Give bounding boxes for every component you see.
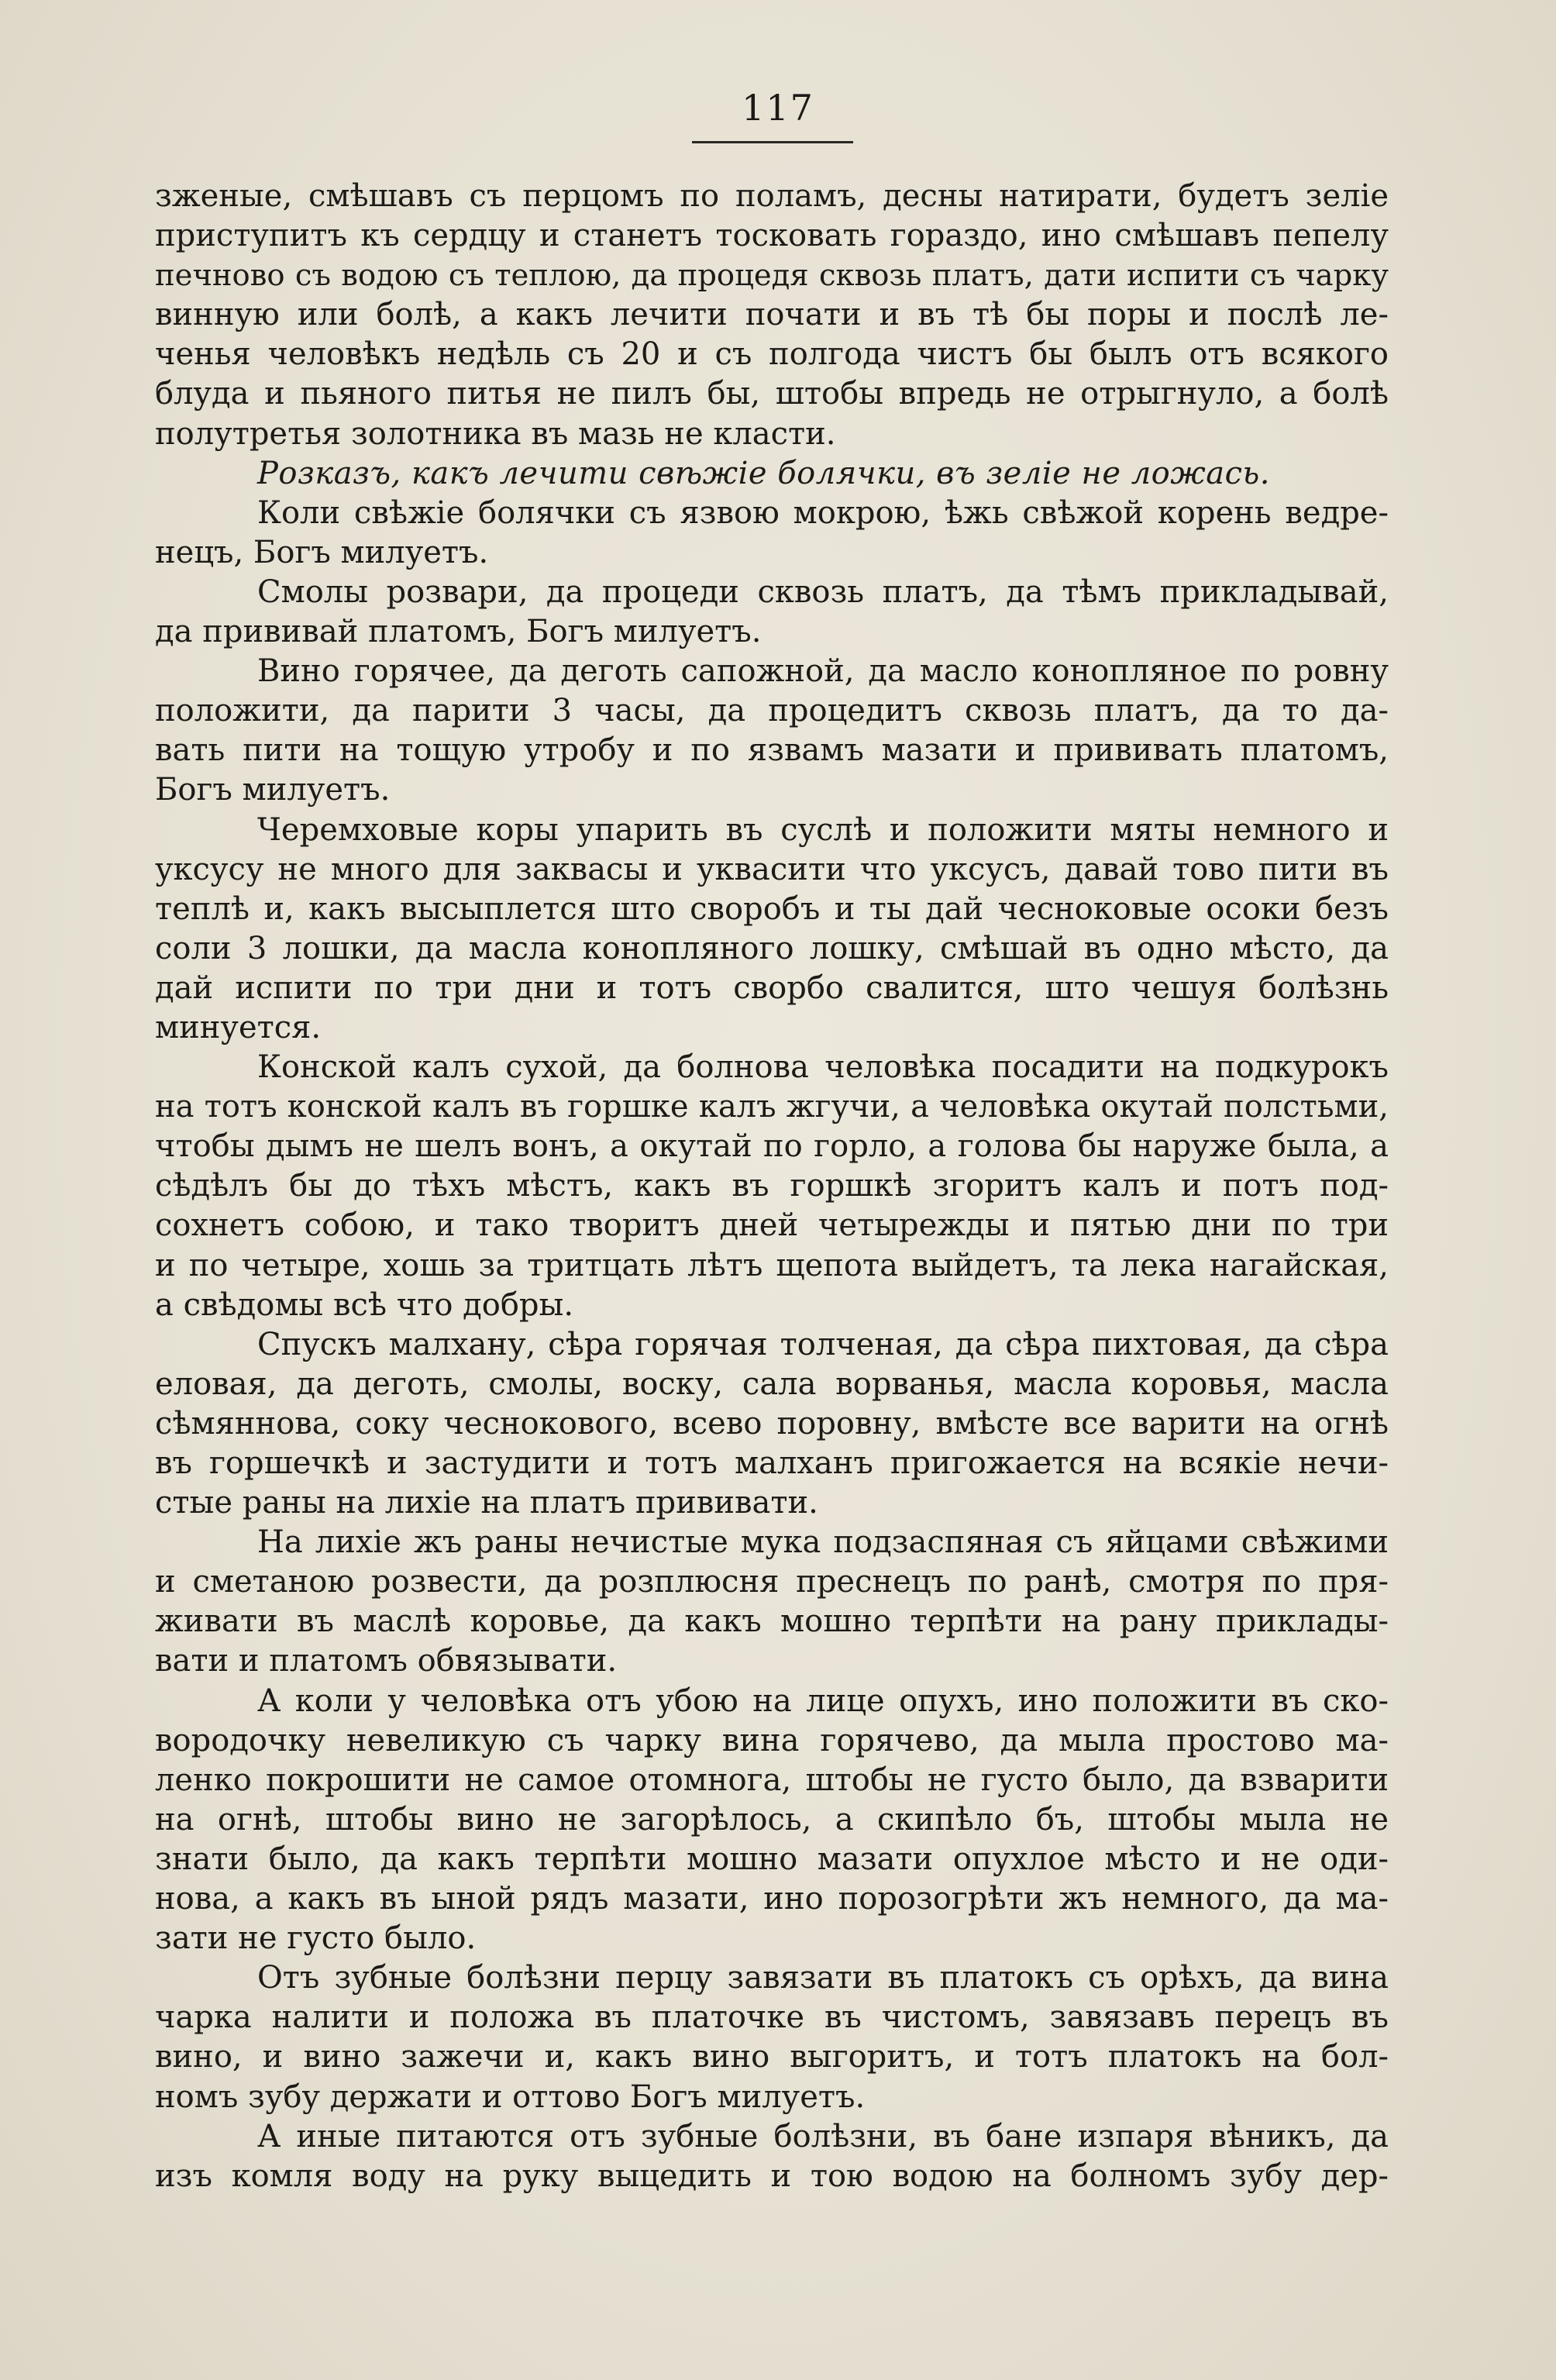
text-line: Смолы розвари, да процеди сквозь платъ, да тѣмъ прикладывай,: [257, 573, 1389, 610]
text-line: чтобы дымъ не шелъ вонъ, а окутай по горло, а голова бы наруже была, а: [155, 1128, 1389, 1165]
text-line: номъ зубу держати и оттово Богъ милуетъ.: [155, 2079, 866, 2115]
text-line: блуда и пьяного питья не пилъ бы, штобы впредь не отрыгнуло, а болѣ: [155, 376, 1389, 412]
text-line: Отъ зубные болѣзни перцу завязати въ платокъ съ орѣхъ, да вина: [257, 1960, 1389, 1996]
text-line: вати и платомъ обвязывати.: [155, 1643, 618, 1679]
text-line: На лихіе жъ раны нечистые мука подзаспяная съ яйцами свѣжими: [257, 1524, 1389, 1561]
text-line: да прививай платомъ, Богъ милуетъ.: [155, 614, 762, 650]
text-line: соли 3 лошки, да масла конопляного лошку, смѣшай въ одно мѣсто, да: [155, 930, 1389, 966]
text-line: Конской калъ сухой, да болнова человѣка посадити на подкурокъ: [257, 1049, 1389, 1086]
text-line: еловая, да деготь, смолы, воску, сала ворванья, масла коровья, масла: [155, 1366, 1389, 1402]
text-line: печново съ водою съ теплою, да процедя сквозь платъ, дати испити съ чарку: [155, 258, 1389, 294]
text-line: вино, и вино зажечи и, какъ вино выгоритъ, и тотъ платокъ на бол-: [155, 2039, 1389, 2075]
text-line: ленко покрошити не самое отомнога, штобы не густо было, да взварити: [155, 1762, 1389, 1798]
text-line: Коли свѣжіе болячки съ язвою мокрою, ѣжь свѣжой корень ведре-: [257, 494, 1389, 531]
text-line: а свѣдомы всѣ что добры.: [155, 1286, 574, 1323]
header-rule: [692, 141, 853, 143]
page-text: [155, 177, 1389, 2196]
text-line: сѣдѣлъ бы до тѣхъ мѣстъ, какъ въ горшкѣ згоритъ калъ и потъ под-: [155, 1168, 1389, 1204]
section-heading: Розказъ, какъ лечити свѣжіе болячки, въ зеліе не ложась.: [257, 455, 1270, 491]
text-line: Вино горячее, да деготь сапожной, да масло конопляное по ровну: [257, 653, 1389, 690]
text-line: въ горшечкѣ и застудити и тотъ малханъ пригожается на всякіе нечи-: [155, 1445, 1389, 1481]
text-line: Черемховые коры упарить въ суслѣ и положити мяты немного и: [257, 811, 1389, 848]
text-line: чарка налити и положа въ платочке въ чистомъ, завязавъ перецъ въ: [155, 1999, 1389, 2036]
text-line: Спускъ малхану, сѣра горячая толченая, да сѣра пихтовая, да сѣра: [257, 1326, 1389, 1362]
text-line: и по четыре, хошь за тритцать лѣтъ щепота выйдетъ, та лека нагайская,: [155, 1247, 1389, 1283]
text-line: нецъ, Богъ милуетъ.: [155, 534, 489, 570]
text-line: зати не густо было.: [155, 1920, 477, 1957]
text-line: зженые, смѣшавъ съ перцомъ по поламъ, десны натирати, будетъ зеліе: [155, 178, 1389, 214]
text-line: Богъ милуетъ.: [155, 772, 391, 808]
text-line: изъ комля воду на руку выцедить и тою водою на болномъ зубу дер-: [155, 2158, 1389, 2194]
text-line: вородочку невеликую съ чарку вина горячево, да мыла простово ма-: [155, 1722, 1389, 1758]
text-line: сѣмяннова, соку чеснокового, всево поровну, вмѣсте все варити на огнѣ: [155, 1405, 1389, 1441]
text-line: приступитъ къ сердцу и станетъ тосковать гораздо, ино смѣшавъ пепелу: [155, 218, 1389, 254]
text-line: на огнѣ, штобы вино не загорѣлось, а скипѣло бъ, штобы мыла не: [155, 1801, 1389, 1838]
text-line: и сметаною розвести, да розплюсня преснецъ по ранѣ, смотря по пря-: [155, 1564, 1389, 1600]
text-line: А коли у человѣка отъ убою на лице опухъ, ино положити въ ско-: [257, 1683, 1389, 1719]
text-line: теплѣ и, какъ высыплется што своробъ и ты дай чесноковые осоки безъ: [155, 890, 1389, 927]
text-line: дай испити по три дни и тотъ сворбо свалится, што чешуя болѣзнь: [155, 970, 1389, 1006]
text-line: нова, а какъ въ ыной рядъ мазати, ино порозогрѣти жъ немного, да ма-: [155, 1881, 1389, 1917]
text-line: вать пити на тощую утробу и по язвамъ мазати и прививать платомъ,: [155, 732, 1389, 769]
text-line: винную или болѣ, а какъ лечити почати и въ тѣ бы поры и послѣ ле-: [155, 297, 1389, 333]
text-line: стые раны на лихіе на платъ прививати.: [155, 1485, 818, 1521]
text-line: уксусу не много для заквасы и уквасити что уксусъ, давай тово пити въ: [155, 851, 1389, 887]
text-line: на тотъ конской калъ въ горшке калъ жгучи, а человѣка окутай полстьми,: [155, 1089, 1389, 1125]
text-line: сохнетъ собою, и тако творитъ дней четырежды и пятью дни по три: [155, 1207, 1389, 1244]
text-line: минуется.: [155, 1009, 322, 1045]
page-number: 117: [742, 87, 814, 129]
text-line: ченья человѣкъ недѣль съ 20 и съ полгода чистъ бы былъ отъ всякого: [155, 336, 1389, 373]
text-line: знати было, да какъ терпѣти мошно мазати опухлое мѣсто и не оди-: [155, 1841, 1389, 1877]
text-line: А иные питаются отъ зубные болѣзни, въ бане изпаря вѣникъ, да: [257, 2118, 1389, 2154]
text-line: положити, да парити 3 часы, да процедитъ сквозь платъ, да то да-: [155, 693, 1389, 729]
text-line: живати въ маслѣ коровье, да какъ мошно терпѣти на рану приклады-: [155, 1603, 1389, 1640]
text-line: полутретья золотника въ мазь не класти.: [155, 415, 836, 452]
